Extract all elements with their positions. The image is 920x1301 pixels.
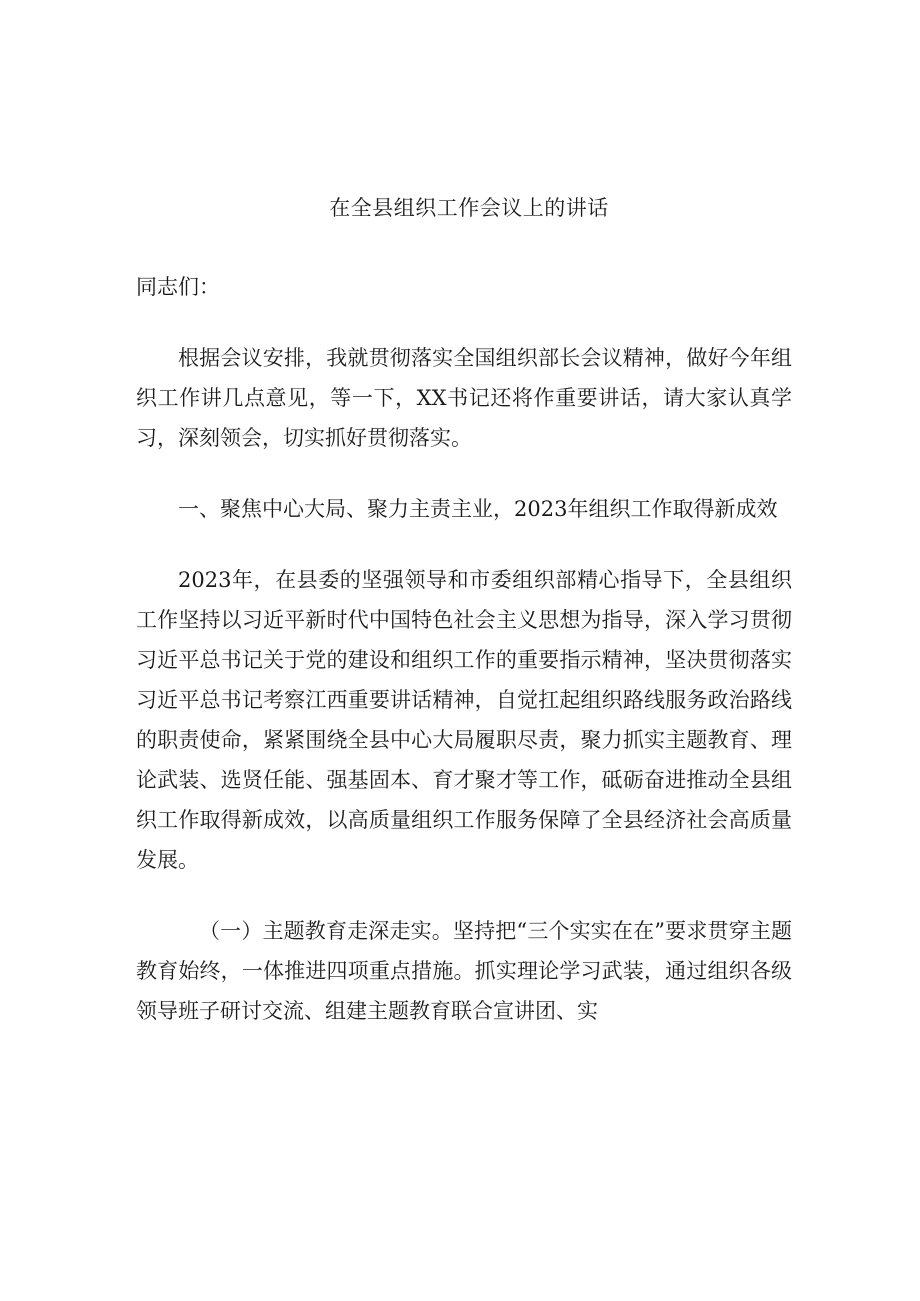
document-body [136, 188, 792, 1031]
section-heading-1: 一、聚焦中心大局、聚力主责主业，2023年组织工作取得新成效 [178, 497, 778, 521]
document-title: 在全县组织工作会议上的讲话 [329, 196, 609, 220]
paragraph-2023-summary: 2023年，在县委的坚强领导和市委组织部精心指导下，全县组织工作坚持以习近平新时代中国特色社会主义思想为指导，深入学习贯彻习近平总书记关于党的建设和组织工作的重要指示精神，坚决贯彻落实习近平总书记考察江西重要讲话精神，自觉扛起组织路线服务政治路线的职责使命，紧紧围绕全县中心大局履职尽责，聚力抓实主题教育、理论武装、选贤任能、强基固本、育才聚才等工作，砥砺奋进推动全县组织工作取得新成效，以高质量组织工作服务保障了全县经济社会高质量发展。 [136, 568, 792, 872]
salutation: 同志们： [136, 275, 220, 299]
paragraph-intro: 根据会议安排，我就贯彻落实全国组织部长会议精神，做好今年组织工作讲几点意见，等一下，XX书记还将作重要讲话，请大家认真学习，深刻领会，切实抓好贯彻落实。 [136, 346, 792, 450]
paragraph-subsection-1: （一）主题教育走深走实。坚持把“三个实实在在”要求贯穿主题教育始终，一体推进四项重点措施。抓实理论学习武装，通过组织各级领导班子研讨交流、组建主题教育联合宣讲团、实 [136, 919, 792, 1023]
